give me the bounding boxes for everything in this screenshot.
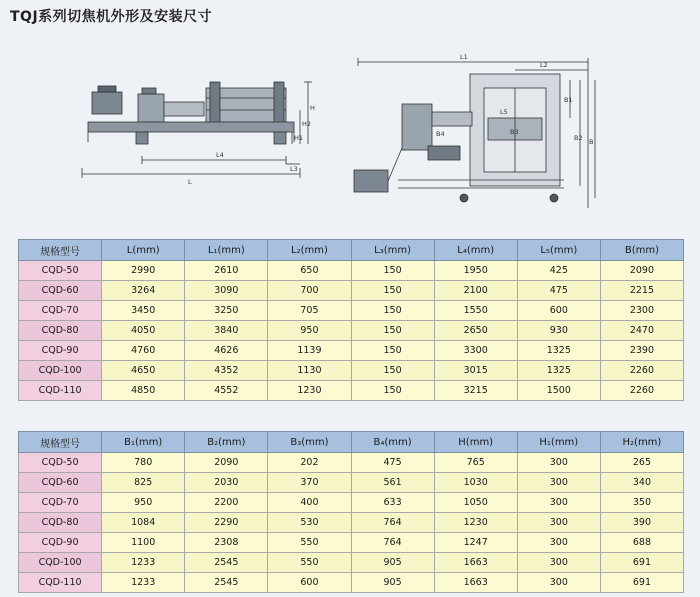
model-cell: CQD-100 <box>19 553 102 573</box>
value-cell: 4552 <box>185 381 268 401</box>
value-cell: 3300 <box>434 341 517 361</box>
col-header-l: L(mm) <box>102 240 185 261</box>
value-cell: 1030 <box>434 473 517 493</box>
value-cell: 1230 <box>268 381 351 401</box>
model-cell: CQD-90 <box>19 341 102 361</box>
spec-table-width-height <box>18 431 684 593</box>
value-cell: 2650 <box>434 321 517 341</box>
dim-b-label: B <box>589 138 594 146</box>
value-cell: 1663 <box>434 553 517 573</box>
value-cell: 300 <box>517 573 600 593</box>
spec-table-length <box>18 239 684 401</box>
value-cell: 825 <box>102 473 185 493</box>
model-cell: CQD-110 <box>19 381 102 401</box>
value-cell: 561 <box>351 473 434 493</box>
col-header-l5: L₅(mm) <box>517 240 600 261</box>
value-cell: 1233 <box>102 573 185 593</box>
value-cell: 2545 <box>185 573 268 593</box>
table-row <box>19 533 684 553</box>
col-header-l3: L₃(mm) <box>351 240 434 261</box>
value-cell: 905 <box>351 553 434 573</box>
value-cell: 1139 <box>268 341 351 361</box>
model-cell: CQD-80 <box>19 513 102 533</box>
table-row <box>19 553 684 573</box>
table-row <box>19 473 684 493</box>
table-row <box>19 513 684 533</box>
table-row <box>19 573 684 593</box>
model-cell: CQD-50 <box>19 453 102 473</box>
value-cell: 930 <box>517 321 600 341</box>
dim-l4-label: L4 <box>216 151 224 159</box>
value-cell: 150 <box>351 281 434 301</box>
value-cell: 2260 <box>600 361 683 381</box>
plan-view-drawing <box>340 48 605 213</box>
value-cell: 1084 <box>102 513 185 533</box>
table-row <box>19 321 684 341</box>
value-cell: 150 <box>351 321 434 341</box>
dim-l3-label: L3 <box>290 165 298 173</box>
value-cell: 765 <box>434 453 517 473</box>
value-cell: 550 <box>268 553 351 573</box>
model-cell: CQD-90 <box>19 533 102 553</box>
value-cell: 705 <box>268 301 351 321</box>
value-cell: 340 <box>600 473 683 493</box>
value-cell: 3450 <box>102 301 185 321</box>
value-cell: 1500 <box>517 381 600 401</box>
side-elevation-drawing <box>78 64 318 189</box>
col-header-h: H(mm) <box>434 432 517 453</box>
table-row <box>19 453 684 473</box>
value-cell: 3090 <box>185 281 268 301</box>
value-cell: 950 <box>102 493 185 513</box>
value-cell: 370 <box>268 473 351 493</box>
value-cell: 475 <box>517 281 600 301</box>
page-title: TQJ系列切焦机外形及安装尺寸 <box>10 9 213 25</box>
value-cell: 600 <box>517 301 600 321</box>
value-cell: 150 <box>351 381 434 401</box>
model-cell: CQD-50 <box>19 261 102 281</box>
value-cell: 265 <box>600 453 683 473</box>
dim-l5-label: L5 <box>500 108 508 116</box>
value-cell: 2200 <box>185 493 268 513</box>
value-cell: 425 <box>517 261 600 281</box>
col-header-b3: B₃(mm) <box>268 432 351 453</box>
value-cell: 550 <box>268 533 351 553</box>
value-cell: 650 <box>268 261 351 281</box>
value-cell: 1230 <box>434 513 517 533</box>
value-cell: 700 <box>268 281 351 301</box>
value-cell: 4626 <box>185 341 268 361</box>
value-cell: 2308 <box>185 533 268 553</box>
value-cell: 1100 <box>102 533 185 553</box>
value-cell: 300 <box>517 453 600 473</box>
value-cell: 2260 <box>600 381 683 401</box>
model-cell: CQD-110 <box>19 573 102 593</box>
value-cell: 4050 <box>102 321 185 341</box>
table-row <box>19 361 684 381</box>
value-cell: 633 <box>351 493 434 513</box>
value-cell: 950 <box>268 321 351 341</box>
col-header-l4: L₄(mm) <box>434 240 517 261</box>
dim-b4-label: B4 <box>436 130 445 138</box>
model-cell: CQD-60 <box>19 473 102 493</box>
model-cell: CQD-70 <box>19 493 102 513</box>
value-cell: 2030 <box>185 473 268 493</box>
dim-h-label: H <box>310 104 315 112</box>
table-row <box>19 381 684 401</box>
value-cell: 2390 <box>600 341 683 361</box>
value-cell: 150 <box>351 361 434 381</box>
value-cell: 780 <box>102 453 185 473</box>
dim-l2-label: L2 <box>540 61 548 69</box>
value-cell: 691 <box>600 553 683 573</box>
value-cell: 1325 <box>517 361 600 381</box>
value-cell: 1130 <box>268 361 351 381</box>
value-cell: 530 <box>268 513 351 533</box>
value-cell: 300 <box>517 473 600 493</box>
model-cell: CQD-100 <box>19 361 102 381</box>
table-row <box>19 281 684 301</box>
model-cell: CQD-60 <box>19 281 102 301</box>
value-cell: 300 <box>517 553 600 573</box>
value-cell: 2100 <box>434 281 517 301</box>
table-header-row <box>19 432 684 453</box>
value-cell: 1233 <box>102 553 185 573</box>
value-cell: 400 <box>268 493 351 513</box>
col-header-l2: L₂(mm) <box>268 240 351 261</box>
value-cell: 1247 <box>434 533 517 553</box>
col-header-model: 规格型号 <box>19 432 102 453</box>
value-cell: 350 <box>600 493 683 513</box>
value-cell: 691 <box>600 573 683 593</box>
value-cell: 764 <box>351 533 434 553</box>
value-cell: 300 <box>517 533 600 553</box>
dim-l-label: L <box>188 178 192 186</box>
model-cell: CQD-80 <box>19 321 102 341</box>
value-cell: 2610 <box>185 261 268 281</box>
value-cell: 905 <box>351 573 434 593</box>
dim-l1-label: L1 <box>460 53 468 61</box>
value-cell: 2290 <box>185 513 268 533</box>
table-row <box>19 493 684 513</box>
table-header-row <box>19 240 684 261</box>
dim-b1-label: B1 <box>564 96 573 104</box>
value-cell: 1050 <box>434 493 517 513</box>
value-cell: 150 <box>351 301 434 321</box>
col-header-b4: B₄(mm) <box>351 432 434 453</box>
value-cell: 475 <box>351 453 434 473</box>
dim-h2-label: H2 <box>302 120 312 128</box>
col-header-model: 规格型号 <box>19 240 102 261</box>
col-header-h2: H₂(mm) <box>600 432 683 453</box>
value-cell: 300 <box>517 513 600 533</box>
value-cell: 150 <box>351 341 434 361</box>
value-cell: 688 <box>600 533 683 553</box>
col-header-b1: B₁(mm) <box>102 432 185 453</box>
value-cell: 2990 <box>102 261 185 281</box>
value-cell: 1663 <box>434 573 517 593</box>
value-cell: 3840 <box>185 321 268 341</box>
value-cell: 2090 <box>600 261 683 281</box>
model-cell: CQD-70 <box>19 301 102 321</box>
value-cell: 2470 <box>600 321 683 341</box>
value-cell: 2215 <box>600 281 683 301</box>
value-cell: 4650 <box>102 361 185 381</box>
dim-h1-label: H1 <box>294 134 304 142</box>
value-cell: 202 <box>268 453 351 473</box>
value-cell: 600 <box>268 573 351 593</box>
value-cell: 1325 <box>517 341 600 361</box>
col-header-l1: L₁(mm) <box>185 240 268 261</box>
value-cell: 1950 <box>434 261 517 281</box>
value-cell: 2300 <box>600 301 683 321</box>
value-cell: 2090 <box>185 453 268 473</box>
value-cell: 390 <box>600 513 683 533</box>
value-cell: 2545 <box>185 553 268 573</box>
col-header-b: B(mm) <box>600 240 683 261</box>
value-cell: 150 <box>351 261 434 281</box>
col-header-h1: H₁(mm) <box>517 432 600 453</box>
dim-b2-label: B2 <box>574 134 583 142</box>
table-row <box>19 301 684 321</box>
table-row <box>19 261 684 281</box>
value-cell: 764 <box>351 513 434 533</box>
value-cell: 3215 <box>434 381 517 401</box>
value-cell: 300 <box>517 493 600 513</box>
dim-b3-label: B3 <box>510 128 519 136</box>
col-header-b2: B₂(mm) <box>185 432 268 453</box>
value-cell: 3250 <box>185 301 268 321</box>
value-cell: 3015 <box>434 361 517 381</box>
value-cell: 1550 <box>434 301 517 321</box>
table-row <box>19 341 684 361</box>
value-cell: 3264 <box>102 281 185 301</box>
value-cell: 4850 <box>102 381 185 401</box>
value-cell: 4352 <box>185 361 268 381</box>
value-cell: 4760 <box>102 341 185 361</box>
